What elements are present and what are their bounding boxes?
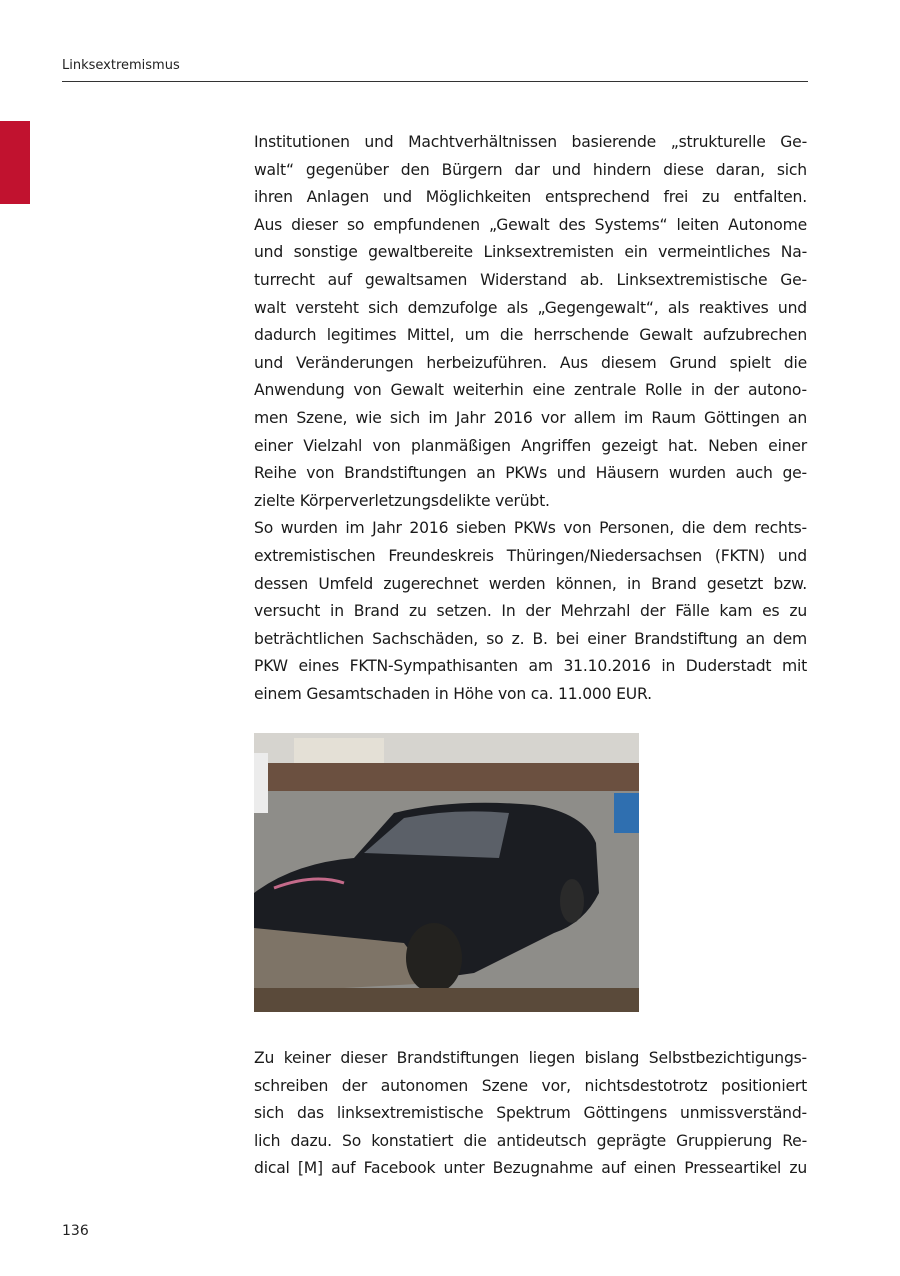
text-line: turrecht auf gewaltsamen Widerstand ab. Linksextremistische Ge- xyxy=(254,270,807,289)
text-line: Zu keiner dieser Brandstiftungen liegen bislang Selbstbezichtigungs- xyxy=(254,1049,807,1067)
text-line: und Veränderungen herbeizuführen. Aus diesem Grund spielt die xyxy=(254,353,807,372)
photo-burned-car xyxy=(254,733,639,1012)
text-line: zielte Körperverletzungsdelikte verübt. xyxy=(254,491,550,510)
text-line: extremistischen Freundeskreis Thüringen/Niedersachsen (FKTN) und xyxy=(254,546,807,565)
text-line: lich dazu. So konstatiert die antideutsch geprägte Gruppierung Re- xyxy=(254,1131,807,1150)
text-line: PKW eines FKTN-Sympathisanten am 31.10.2016 in Duderstadt mit xyxy=(254,657,807,676)
text-line: Institutionen und Machtverhältnissen basierende „strukturelle Ge- xyxy=(254,133,807,151)
page-number: 136 xyxy=(62,1223,89,1239)
text-line: walt versteht sich demzufolge als „Gegengewalt“, als reaktives und xyxy=(254,298,807,317)
text-line: dessen Umfeld zugerechnet werden können, in Brand gesetzt bzw. xyxy=(254,574,807,593)
text-line: Anwendung von Gewalt weiterhin eine zentrale Rolle in der autono- xyxy=(254,381,807,400)
text-line: ihren Anlagen und Möglichkeiten entsprechend frei zu entfalten. xyxy=(254,188,807,207)
text-line: walt“ gegenüber den Bürgern dar und hindern diese daran, sich xyxy=(254,160,807,179)
text-line: und sonstige gewaltbereite Linksextremisten ein vermeintliches Na- xyxy=(254,243,807,262)
text-line: versucht in Brand zu setzen. In der Mehrzahl der Fälle kam es zu xyxy=(254,602,807,621)
text-line: dical [M] auf Facebook unter Bezugnahme auf einen Presseartikel zu xyxy=(254,1159,807,1178)
text-line: Reihe von Brandstiftungen an PKWs und Häusern wurden auch ge- xyxy=(254,464,807,483)
text-line: men Szene, wie sich im Jahr 2016 vor allem im Raum Göttingen an xyxy=(254,408,807,427)
text-line: sich das linksextremistische Spektrum Göttingens unmissverständ- xyxy=(254,1104,807,1123)
section-color-tab xyxy=(0,121,30,204)
text-line: So wurden im Jahr 2016 sieben PKWs von Personen, die dem rechts- xyxy=(254,519,807,538)
text-line: schreiben der autonomen Szene vor, nichtsdestotrotz positioniert xyxy=(254,1076,807,1095)
text-line: einer Vielzahl von planmäßigen Angriffen gezeigt hat. Neben einer xyxy=(254,436,807,455)
text-line: einem Gesamtschaden in Höhe von ca. 11.000 EUR. xyxy=(254,684,652,703)
header-rule xyxy=(62,81,808,82)
text-line: beträchtlichen Sachschäden, so z. B. bei einer Brandstiftung an dem xyxy=(254,629,807,648)
body-text-block-2 xyxy=(254,1045,807,1183)
text-line: dadurch legitimes Mittel, um die herrschende Gewalt aufzubrechen xyxy=(254,326,807,345)
body-text-block-1 xyxy=(254,129,807,708)
text-line: Aus dieser so empfundenen „Gewalt des Systems“ leiten Autonome xyxy=(254,215,807,234)
running-header: Linksextremismus xyxy=(62,58,180,73)
